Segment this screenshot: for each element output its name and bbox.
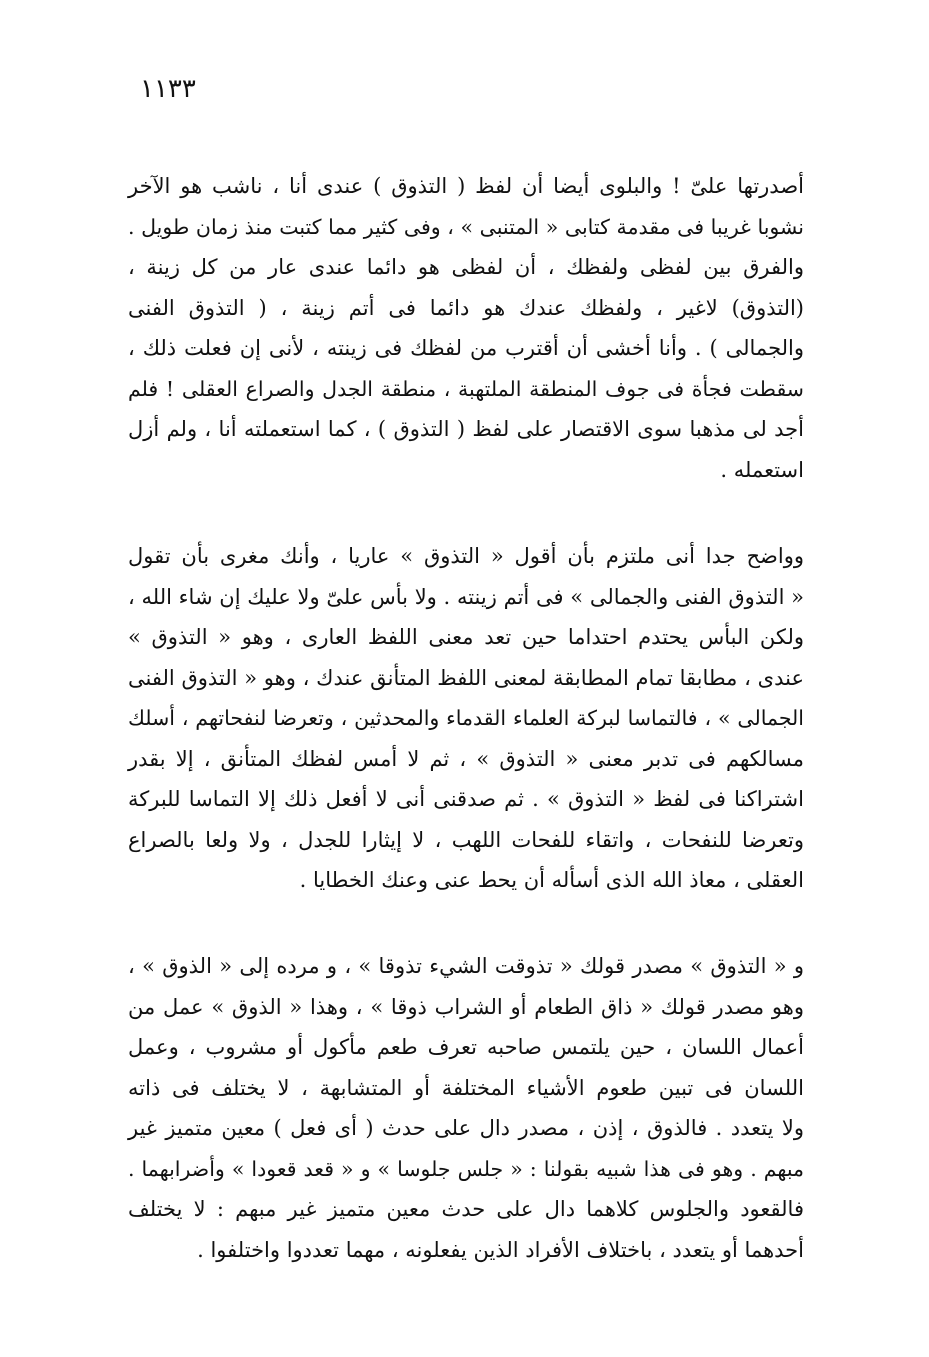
paragraph-3: [128, 946, 804, 1270]
paragraph-line: العقلى ، معاذ الله الذى أسأله أن يحط عنى وعنك الخطايا .: [299, 868, 804, 892]
page-number: ١١٣٣: [140, 74, 196, 104]
paragraph-line: أحدهما أو يتعدد ، باختلاف الأفراد الذين يفعلونه ، مهما تعددوا واختلفوا .: [197, 1237, 804, 1262]
paragraph-line: أجد لى مذهبا سوى الاقتصار على لفظ ( التذوق ) ، كما استعملته أنا ، ولم أزل: [128, 417, 804, 441]
paragraph-line: وتعرضا للنفحات ، واتقاء للفحات اللهب ، لا إيثارا للجدل ، ولا ولعا بالصراع: [128, 827, 804, 852]
paragraph-line: مبهم . وهو فى هذا شبيه بقولنا : « جلس جلوسا » و « قعد قعودا » وأضرابهما .: [128, 1156, 804, 1181]
paragraph-line: وواضح جدا أنى ملتزم بأن أقول « التذوق » عاريا ، وأنك مغرى بأن تقول: [128, 544, 804, 568]
paragraph-line: و « التذوق » مصدر قولك « تذوقت الشيء تذوقا » ، و مرده إلى « الذوق » ،: [128, 954, 804, 978]
paragraph-line: أعمال اللسان ، حين يلتمس صاحبه تعرف طعم مأكول أو مشروب ، وعمل: [128, 1035, 804, 1059]
paragraph-line: (التذوق) لاغير ، ولفظك عندك هو دائما فى أتم زينة ، ( التذوق الفنى: [128, 295, 804, 320]
paragraph-line: ولكن البأس يحتدم احتداما حين تعد معنى اللفظ العارى ، وهو « التذوق »: [128, 625, 805, 649]
paragraph-line: « التذوق الفنى والجمالى » فى أتم زينته . ولا بأس علىّ ولا عليك إن شاء الله ،: [128, 584, 804, 609]
paragraph-1: [128, 166, 804, 490]
paragraph-line: الجمالى » ، فالتماسا لبركة العلماء القدماء والمحدثين ، وتعرضا لنفحاتهم ، أسلك: [128, 706, 804, 730]
paragraph-line: نشوبا غريبا فى مقدمة كتابى « المتنبى » ، وفى كثير مما كتبت منذ زمان طويل .: [128, 214, 804, 239]
paragraph-line: استعمله .: [720, 457, 804, 482]
paragraph-line: وهو مصدر قولك « ذاق الطعام أو الشراب ذوقا » ، وهذا « الذوق » عمل من: [128, 994, 804, 1019]
paragraph-line: أصدرتها علىّ ! والبلوى أيضا أن لفظ ( التذوق ) عندى أنا ، ناشب هو الآخر: [128, 174, 804, 198]
paragraph-line: ولا يتعدد . فالذوق ، إذن ، مصدر دال على حدث ( أى فعل ) معين متميز غير: [128, 1116, 804, 1140]
paragraph-line: فالقعود والجلوس كلاهما دال على حدث معين متميز غير مبهم : لا يختلف: [128, 1197, 804, 1221]
paragraph-line: عندى ، مطابقا تمام المطابقة لمعنى اللفظ المتأنق عندك ، وهو « التذوق الفنى: [128, 665, 804, 690]
paragraph-line: مسالكهم فى تدبر معنى « التذوق » ، ثم لا أمس لفظك المتأنق ، إلا بقدر: [128, 746, 804, 771]
paragraph-line: والجمالى ) . وأنا أخشى أن أقترب من لفظك فى زينته ، لأنى إن فعلت ذلك ،: [128, 336, 804, 360]
paragraph-2: [128, 536, 804, 901]
paragraph-line: اشتراكنا فى لفظ « التذوق » . ثم صدقنى أنى لا أفعل ذلك إلا التماسا للبركة: [128, 787, 804, 811]
paragraph-line: اللسان فى تبين طعوم الأشياء المختلفة أو المتشابهة ، لا يختلف فى ذاته: [128, 1075, 804, 1100]
paragraph-line: سقطت فجأة فى جوف المنطقة الملتهبة ، منطقة الجدل والصراع العقلى ! فلم: [128, 376, 804, 401]
paragraph-line: والفرق بين لفظى ولفظك ، أن لفظى هو دائما عندى عار من كل زينة ،: [128, 255, 804, 279]
